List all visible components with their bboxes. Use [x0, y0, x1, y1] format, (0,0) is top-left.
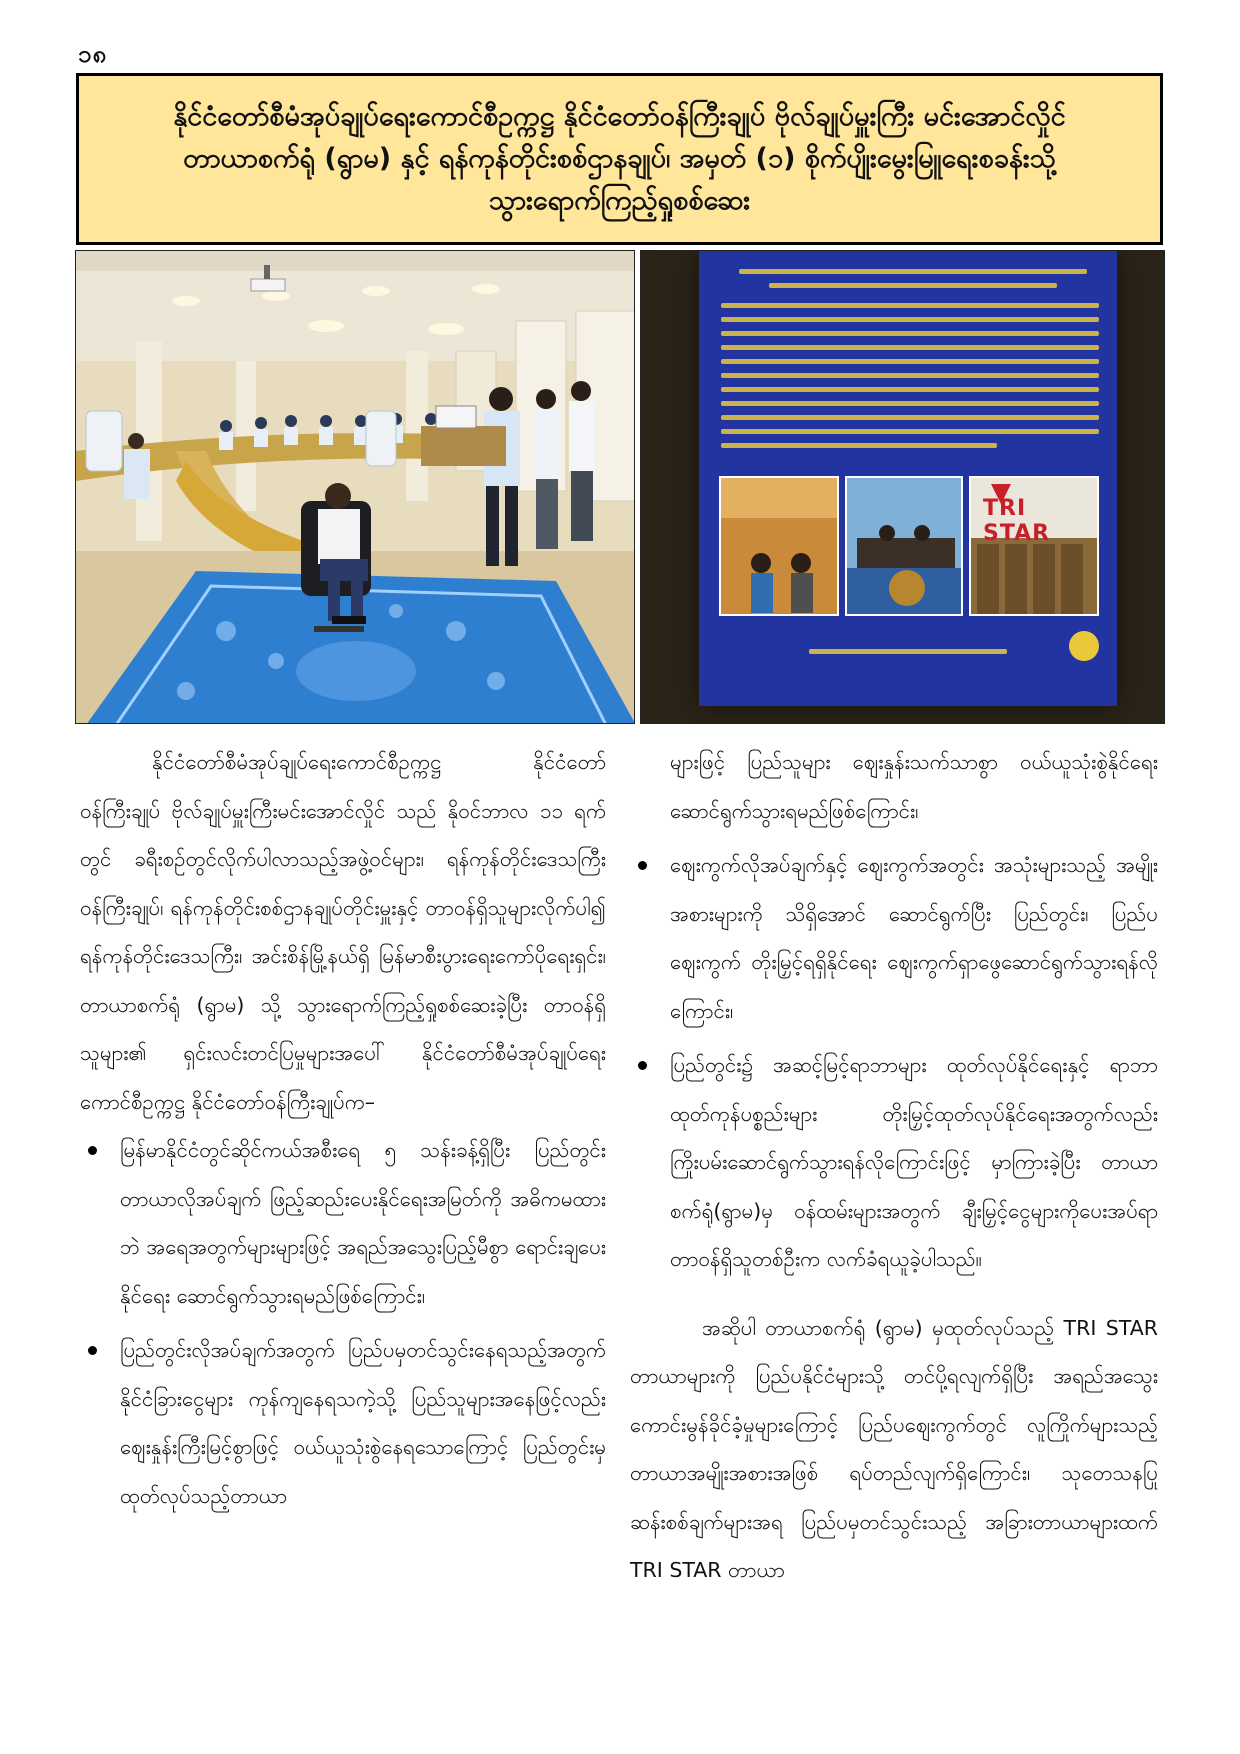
- presentation-slide: [699, 251, 1117, 706]
- intro-paragraph: နိုင်ငံတော်စီမံအုပ်ချုပ်ရေးကောင်စီဥက္ကဋ္ဌ နိုင်ငံတော် ဝန်ကြီးချုပ် ဗိုလ်ချုပ်မှူးကြီးမင်းအောင်လှိုင် သည် နိုဝင်ဘာလ ၁၁ ရက်တွင် ခရီးစဉ်တွင်လိုက်ပါလာသည့်အဖွဲ့ဝင်များ၊ ရန်ကုန်တိုင်းဒေသကြီးဝန်ကြီးချုပ်၊ ရန်ကုန်တိုင်းစစ်ဌာနချုပ်တိုင်းမှူးနှင့် တာဝန်ရှိသူများလိုက်ပါ၍ ရန်ကုန်တိုင်းဒေသကြီး၊ အင်းစိန်မြို့နယ်ရှိ မြန်မာစီးပွားရေးကော်ပိုရေးရှင်း၊ တာယာစက်ရုံ (ရွာမ) သို့ သွားရောက်ကြည့်ရှုစစ်ဆေးခဲ့ပြီး တာဝန်ရှိသူများ၏ ရှင်းလင်းတင်ပြမှုများအပေါ် နိုင်ငံတော်စီမံအုပ်ချုပ်ရေးကောင်စီဥက္ကဋ္ဌ နိုင်ငံတော်ဝန်ကြီးချုပ်က–: [80, 750, 606, 1114]
- slide-photo-tristar-warehouse: [969, 476, 1099, 616]
- left-bullet-list: [80, 1126, 606, 1520]
- meeting-hall-illustration: [76, 251, 635, 724]
- page-number: ၁၈: [78, 40, 108, 68]
- headline-line-2: တာယာစက်ရုံ (ရွာမ) နှင့် ရန်ကုန်တိုင်းစစ်ဌာနချုပ်၊ အမှတ် (၁) စိုက်ပျိုးမွေးမြူရေးစခန်းသို့: [183, 143, 1056, 175]
- bullet-text: ပြည်တွင်း၌ အဆင့်မြင့်ရာဘာများ ထုတ်လုပ်နိုင်ရေးနှင့် ရာဘာထုတ်ကုန်ပစ္စည်းများ တိုးမြှင့်ထုတ်လုပ်နိုင်ရေးအတွက်လည်း ကြိုးပမ်းဆောင်ရွက်သွားရန်လိုကြောင်းဖြင့် မှာကြားခဲ့ပြီး တာယာစက်ရုံ(ရွာမ)မှ ဝန်ထမ်းများအတွက် ချီးမြှင့်ငွေများကိုပေးအပ်ရာ တာဝန်ရှိသူတစ်ဦးက လက်ခံရယူခဲ့ပါသည်။: [670, 1053, 1158, 1271]
- bullet-text: မြန်မာနိုင်ငံတွင်ဆိုင်ကယ်အစီးရေ ၅ သန်းခန့်ရှိပြီး ပြည်တွင်းတာယာလိုအပ်ချက် ဖြည့်ဆည်းပေးနိုင်ရေးအမြတ်ကို အဓိကမထားဘဲ အရေအတွက်များများဖြင့် အရည်အသွေးပြည့်မီစွာ ရောင်းချပေးနိုင်ရေး ဆောင်ရွက်သွားရမည်ဖြစ်ကြောင်း၊: [120, 1138, 606, 1308]
- bullet-item: [80, 1326, 606, 1520]
- tristar-brand-text: TRI STAR: [983, 496, 1051, 546]
- right-bullet-list: [630, 738, 1158, 1284]
- bullet-item: [630, 841, 1158, 1035]
- bullet-icon: [638, 1061, 647, 1070]
- headline-line-3: သွားရောက်ကြည့်ရှုစစ်ဆေး: [488, 184, 751, 216]
- slide-photo-office: [845, 476, 963, 616]
- right-text-column: [630, 738, 1158, 1595]
- meeting-hall-photo: [75, 250, 635, 724]
- bullet-item: [630, 1041, 1158, 1284]
- headline-box: [76, 73, 1163, 245]
- continuation-text: များဖြင့် ပြည်သူများ ဈေးနှုန်းသက်သာစွာ ဝယ်ယူသုံးစွဲနိုင်ရေး ဆောင်ရွက်သွားရမည်ဖြစ်ကြောင်း၊: [670, 750, 1158, 823]
- bullet-icon: [88, 1146, 97, 1155]
- slide-page-marker: [1069, 631, 1099, 661]
- bullet-text: ဈေးကွက်လိုအပ်ချက်နှင့် ဈေးကွက်အတွင်း အသုံးများသည့် အမျိုးအစားများကို သိရှိအောင် ဆောင်ရွက်ပြီး ပြည်တွင်း၊ ပြည်ပဈေးကွက် တိုးမြှင့်ရရှိနိုင်ရေး ဈေးကွက်ရှာဖွေဆောင်ရွက်သွားရန်လိုကြောင်း၊: [670, 853, 1158, 1023]
- left-text-column: [80, 738, 606, 1526]
- presentation-slide-photo: [640, 250, 1165, 724]
- closing-paragraph: အဆိုပါ တာယာစက်ရုံ (ရွာမ) မှထုတ်လုပ်သည့် TRI STAR တာယာများကို ပြည်ပနိုင်ငံများသို့ တင်ပို့ရလျက်ရှိပြီး အရည်အသွေးကောင်းမွန်ခိုင်ခံ့မှုများကြောင့် ပြည်ပဈေးကွက်တွင် လူကြိုက်များသည့် တာယာအမျိုးအစားအဖြစ် ရပ်တည်လျက်ရှိကြောင်း၊ သုတေသနပြုဆန်းစစ်ချက်များအရ ပြည်ပမှတင်သွင်းသည့် အခြားတာယာများထက် TRI STAR တာယာ: [630, 1315, 1158, 1582]
- bullet-item: [80, 1126, 606, 1320]
- headline-line-1: နိုင်ငံတော်စီမံအုပ်ချုပ်ရေးကောင်စီဥက္ကဋ္ဌ နိုင်ငံတော်ဝန်ကြီးချုပ် ဗိုလ်ချုပ်မှူးကြီး မင်းအောင်လှိုင်: [173, 101, 1066, 133]
- bullet-continuation: [630, 738, 1158, 835]
- slide-photo-store: [719, 476, 839, 616]
- bullet-icon: [638, 861, 647, 870]
- bullet-text: ပြည်တွင်းလိုအပ်ချက်အတွက် ပြည်ပမှတင်သွင်းနေရသည့်အတွက် နိုင်ငံခြားငွေများ ကုန်ကျနေရသကဲ့သို့ ပြည်သူများအနေဖြင့်လည်း ဈေးနှုန်းကြီးမြင့်စွာဖြင့် ဝယ်ယူသုံးစွဲနေရသောကြောင့် ပြည်တွင်းမှ ထုတ်လုပ်သည့်တာယာ: [120, 1338, 606, 1508]
- bullet-icon: [88, 1346, 97, 1355]
